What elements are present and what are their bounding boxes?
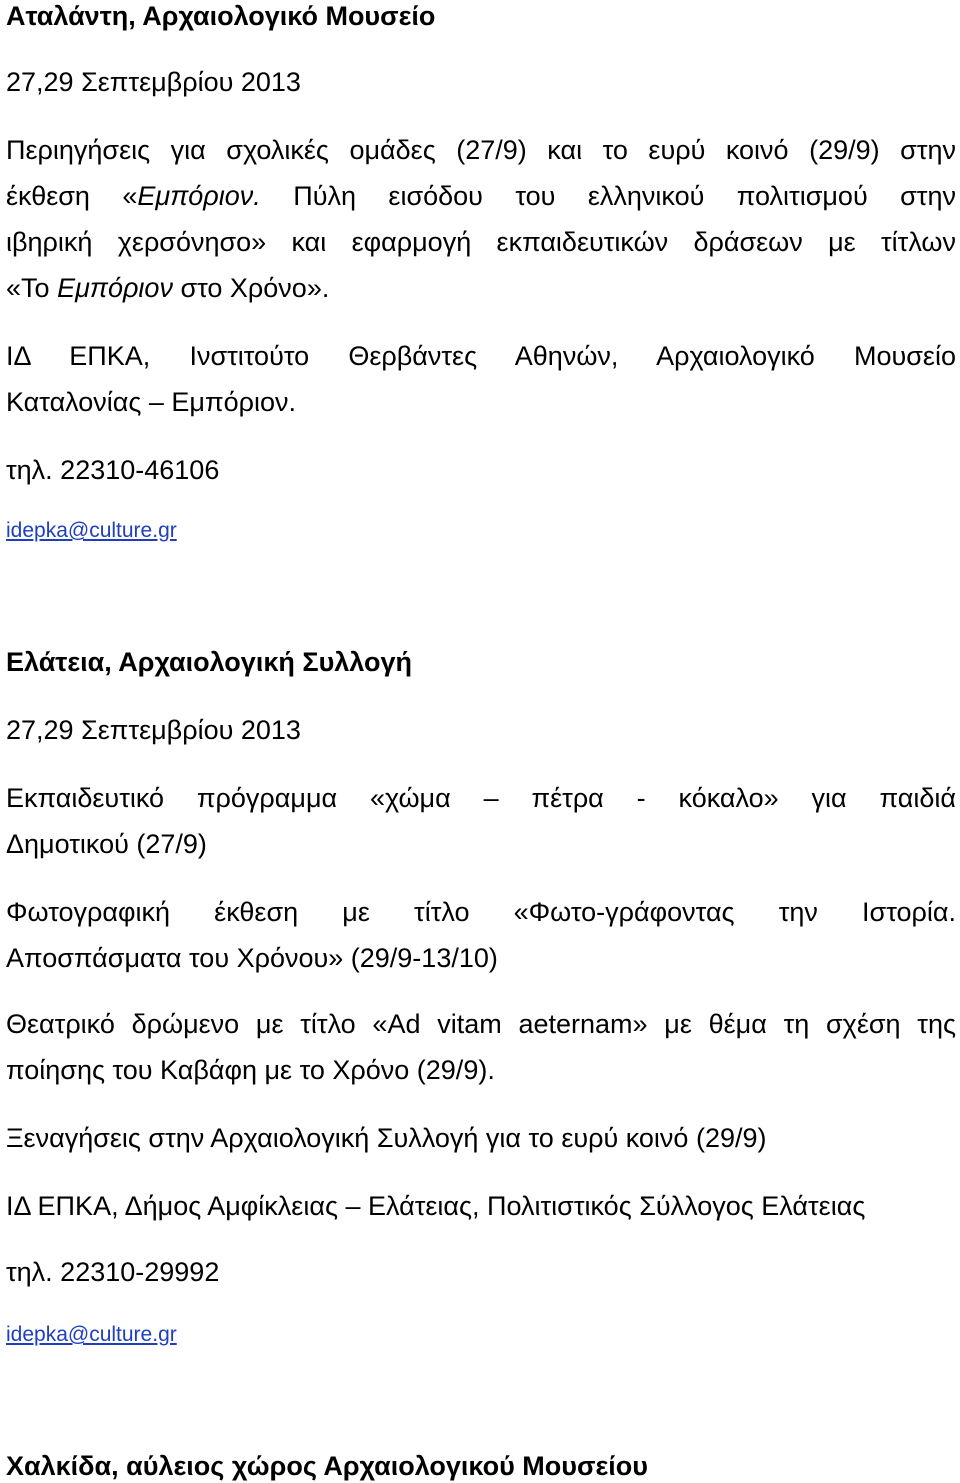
event-date: 27,29 Σεπτεμβρίου 2013 — [6, 67, 301, 97]
description-line: έκθεση «Εμπόριον. Πύλη εισόδου του ελληνικού πολιτισμού στην — [6, 181, 956, 211]
description-line: «Το Εμπόριον στο Χρόνο». — [6, 273, 330, 303]
organizers-line: ΙΔ ΕΠΚΑ, Ινστιτούτο Θερβάντες Αθηνών, Αρχαιολογικό Μουσείο — [6, 341, 956, 371]
email-link[interactable]: idepka@culture.gr — [6, 1323, 177, 1346]
theatre-line: Θεατρικό δρώμενο με τίτλο «Ad vitam aeternam» με θέμα τη σχέση της — [6, 1009, 956, 1039]
section-title-chalkida: Χαλκίδα, αύλειος χώρος Αρχαιολογικού Μουσείου — [6, 1451, 648, 1481]
organizers-line: ΙΔ ΕΠΚΑ, Δήμος Αμφίκλειας – Ελάτειας, Πολιτιστικός Σύλλογος Ελάτειας — [6, 1191, 866, 1221]
exhibition-line: Φωτογραφική έκθεση με τίτλο «Φωτο-γράφοντας την Ιστορία. — [6, 897, 956, 927]
exhibition-line: Αποσπάσματα του Χρόνου» (29/9-13/10) — [6, 943, 498, 973]
description-line: Περιηγήσεις για σχολικές ομάδες (27/9) και το ευρύ κοινό (29/9) στην — [6, 135, 956, 165]
program-line: Εκπαιδευτικό πρόγραμμα «χώμα – πέτρα - κόκαλο» για παιδιά — [6, 783, 956, 813]
description-line: ιβηρική χερσόνησο» και εφαρμογή εκπαιδευτικών δράσεων με τίτλων — [6, 227, 956, 257]
event-date: 27,29 Σεπτεμβρίου 2013 — [6, 715, 301, 745]
phone-number: τηλ. 22310-29992 — [6, 1257, 220, 1287]
section-title-elateia: Ελάτεια, Αρχαιολογική Συλλογή — [6, 647, 412, 677]
section-title-atalanti: Αταλάντη, Αρχαιολογικό Μουσείο — [6, 1, 436, 31]
tours-line: Ξεναγήσεις στην Αρχαιολογική Συλλογή για το ευρύ κοινό (29/9) — [6, 1123, 767, 1153]
email-link[interactable]: idepka@culture.gr — [6, 519, 177, 542]
phone-number: τηλ. 22310-46106 — [6, 455, 220, 485]
organizers-line: Καταλονίας – Εμπόριον. — [6, 387, 297, 417]
theatre-line: ποίησης του Καβάφη με το Χρόνο (29/9). — [6, 1055, 495, 1085]
program-line: Δημοτικού (27/9) — [6, 829, 207, 859]
